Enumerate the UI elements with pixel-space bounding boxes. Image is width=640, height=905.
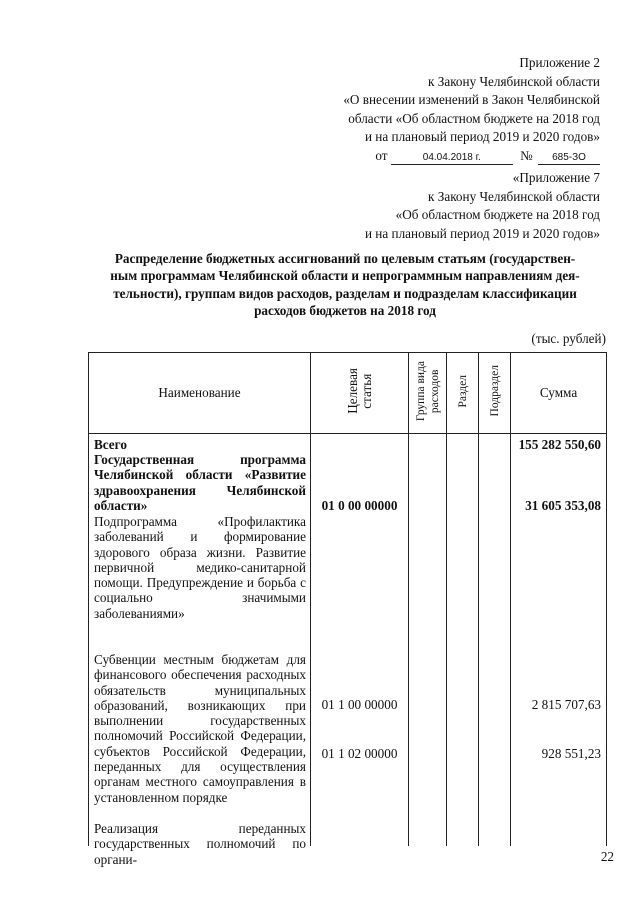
appendix-7-header [365,169,600,243]
law-number: 685-ЗО [538,152,600,165]
row-name-subprogram: Подпрограмма «Профилактика заболеваний и формирование здорового образа жизни. Развитие первичной медико-санитарной помощи. Предупреждение и борьба с социально значимыми заболеваниями» [94,514,306,621]
row-amount-program: 31 605 353,08 [525,498,601,513]
appendix-2-line: области «Об областном бюджете на 2018 год [348,110,600,126]
header-expense-group-line: расходов [428,369,441,413]
header-subsection-label: Подраздел [488,365,501,417]
header-name: Наименование [89,353,311,434]
page-number: 22 [600,849,614,864]
header-expense-group [409,353,447,434]
row-amount-total: 155 282 550,60 [518,437,601,452]
title-line: ным программам Челябинской области и непрограммным направлениям дея- [110,268,580,284]
appendix-2-header [343,54,600,166]
title-line: Распределение бюджетных ассигнований по целевым статьям (государствен- [114,251,576,266]
code-column [311,434,409,847]
row-code-subventions: 01 1 02 00000 [321,746,398,761]
row-name-subventions: Субвенции местным бюджетам для финансового обеспечения расходных обязательств муниципальных образований, возникающих при выполнении государственных полномочий Российской Федерации, субъектов Российской Федерации, переданных для осуществления органам местного самоуправления в установленном порядке [94,652,306,805]
table-body-row [89,434,607,847]
appendix-7-line: к Закону Челябинской области [428,188,600,204]
units-label: (тыс. рублей) [531,331,606,346]
appendix-2-line: и на плановый период 2019 и 2020 годов» [364,129,600,145]
amount-column [511,434,607,847]
name-column [89,434,311,867]
row-name-total: Всего [94,437,127,452]
row-amount-subprogram: 2 815 707,63 [531,697,601,712]
law-date: 04.04.2018 г. [391,152,513,165]
section-column [447,434,479,847]
header-section [447,353,479,434]
document-title [88,250,602,320]
header-target-article [311,353,409,434]
header-expense-group-line: Группа вида [414,360,427,422]
subsection-column [479,434,511,847]
title-line: тельности), группам видов расходов, разделам и подразделам классификации [113,285,577,301]
header-section-label: Раздел [456,374,469,408]
row-name-program: Государственная программа Челябинской области «Развитие здравоохранения Челябинской области» [94,452,306,513]
appendix-7-line: «Приложение 7 [512,170,600,185]
header-target-article-line: Целевая [344,368,360,414]
header-subsection [479,353,511,434]
appendix-7-line: и на плановый период 2019 и 2020 годов» [364,225,600,241]
title-line: расходов бюджетов на 2018 год [254,303,436,319]
table-header-row [89,353,607,434]
from-label: от [375,147,388,163]
header-target-article-line: статья [358,373,374,409]
row-amount-subventions: 928 551,23 [541,746,601,761]
row-code-program: 01 0 00 00000 [321,498,398,513]
header-amount: Сумма [511,353,607,434]
appendix-2-line: «О внесении изменений в Закон Челябинской [343,92,600,108]
row-code-subprogram: 01 1 00 00000 [321,697,398,712]
appendix-7-line: «Об областном бюджете на 2018 год [395,207,600,223]
expense-group-column [409,434,447,847]
law-signature-line [343,147,600,166]
row-name-delegated: Реализация переданных государственных полномочий по органи- [94,821,306,867]
appendix-2-line: к Закону Челябинской области [428,73,600,89]
appendix-2-line: Приложение 2 [519,55,600,70]
number-label: № [520,147,533,163]
